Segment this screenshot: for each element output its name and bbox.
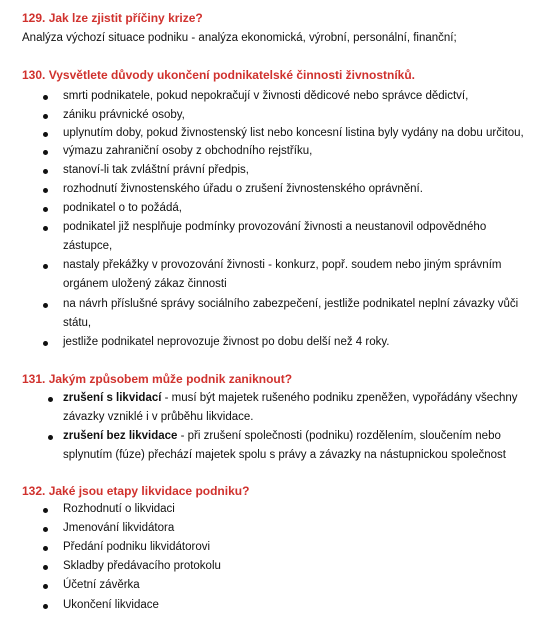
document-page: 129. Jak lze zjistit příčiny krize? Analýza výchozí situace podniku - analýza ekonomická, výrobní, personální, finanční; 130. Vysvětlete důvody ukončení podnikatelské činnosti živnostníků. smrti podnikatele, pokud nepokračují v živnosti dědicové nebo správce dědictví, zániku právnické osoby, uplynutím doby, pokud živnostenský list nebo koncesní listina byly vydány na dobu určitou, výmazu zahraniční osoby z obchodního rejstříku, stanoví-li tak zvláštní právní předpis, rozhodnutí živnostenského úřadu o zrušení živnostenského oprávnění. podnikatel o to požádá, podnikatel již nesplňuje podmínky provozování živnosti a neustanovil odpovědného zástupce, nastaly překážky v provozování živnosti - konkurz, popř. soudem nebo jiným správním orgánem uložený zákaz činnosti na návrh příslušné správy sociálního zabezpečení, jestliže podnikatel neplní závazky vůči státu, jestliže podnikatel neprovozuje živnost po dobu delší než 4 roky. 131. Jakým způsobem může podnik zaniknout? zrušení s likvidací - musí být majetek rušeného podniku zpeněžen, vypořádány všechny závazky vzniklé i v průběhu likvidace. zrušení bez likvidace - při zrušení společnosti (podniku) rozdělením, sloučením nebo splynutím (fúze) přechází majetek spolu s právy a závazky na nástupnickou společnost 132. Jaké jsou etapy likvidace podniku? Rozhodnutí o likvidaci Jmenování likvidátora Předání podniku likvidátorovi Skladby předávacího protokolu Účetní závěrka Ukončení likvidace [22, 11, 524, 611]
question-129-title: 129. Jak lze zjistit příčiny krize? [22, 11, 203, 25]
term-description: - musí být majetek rušeného podniku zpeněžen, vypořádány všechny [161, 392, 518, 404]
bullet-icon [43, 150, 48, 155]
question-132-title: 132. Jaké jsou etapy likvidace podniku? [22, 484, 250, 498]
bullet-icon [43, 207, 48, 212]
question-131-title: 131. Jakým způsobem může podnik zaniknout? [22, 372, 293, 386]
bullet-icon [43, 341, 48, 346]
bullet-icon [43, 226, 48, 231]
bullet-icon [43, 604, 48, 609]
bullet-icon [43, 527, 48, 532]
bullet-icon [43, 508, 48, 513]
bullet-icon [43, 584, 48, 589]
term-description-continued: splynutím (fúze) přechází majetek spolu s právy a závazky na nástupnickou společnost [63, 449, 506, 461]
bullet-icon [43, 95, 48, 100]
question-130-title: 130. Vysvětlete důvody ukončení podnikatelské činnosti živnostníků. [22, 68, 415, 82]
bullet-icon [48, 397, 53, 402]
bullet-icon [43, 565, 48, 570]
term-description: - při zrušení společnosti (podniku) rozdělením, sloučením nebo [177, 430, 501, 442]
bullet-icon [48, 435, 53, 440]
bullet-icon [43, 188, 48, 193]
bullet-icon [43, 264, 48, 269]
term-label: zrušení bez likvidace [63, 430, 178, 442]
bullet-icon [43, 303, 48, 308]
bullet-icon [43, 169, 48, 174]
bullet-icon [43, 546, 48, 551]
term-label: zrušení s likvidací [63, 392, 162, 404]
bullet-icon [43, 114, 48, 119]
bullet-icon [43, 132, 48, 137]
question-129-answer: Analýza výchozí situace podniku - analýza ekonomická, výrobní, personální, finanční; [22, 32, 457, 44]
term-description-continued: závazky vzniklé i v průběhu likvidace. [63, 411, 254, 423]
